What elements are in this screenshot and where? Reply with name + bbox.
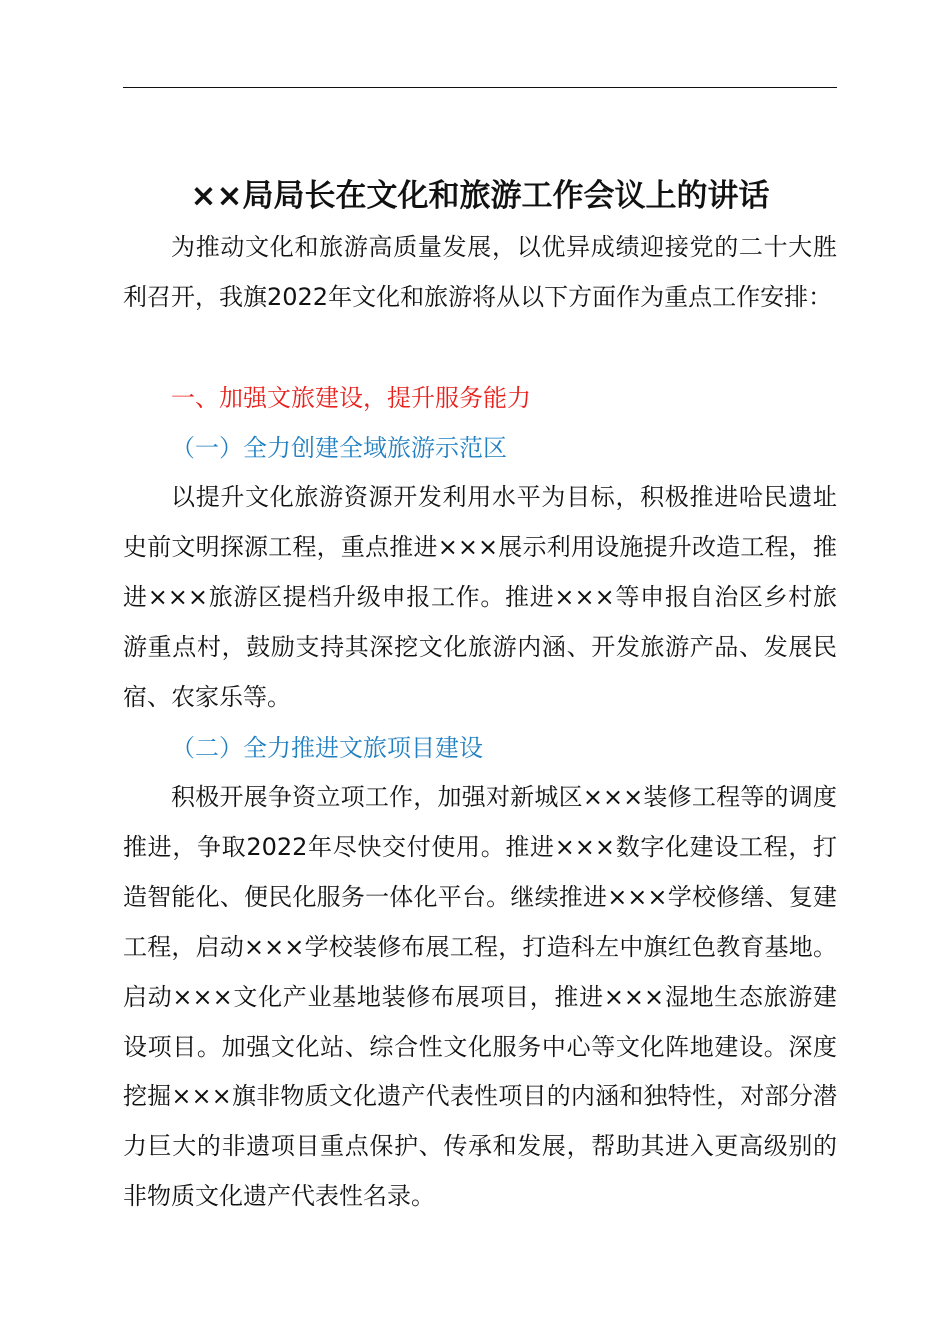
subsection-1-paragraph: 以提升文化旅游资源开发利用水平为目标，积极推进哈民遗址史前文明探源工程，重点推进×××展示利用设施提升改造工程，推进×××旅游区提档升级申报工作。推进×××等申报自治区乡村旅游重点村，鼓励支持其深挖文化旅游内涵、开发旅游产品、发展民宿、农家乐等。 <box>123 483 837 711</box>
document-title: ××局局长在文化和旅游工作会议上的讲话 <box>190 177 770 214</box>
subsection-heading-2: （二）全力推进文旅项目建设 <box>171 734 483 762</box>
header-rule <box>123 87 837 88</box>
section-heading: 一、加强文旅建设，提升服务能力 <box>171 384 531 412</box>
intro-paragraph: 为推动文化和旅游高质量发展，以优异成绩迎接党的二十大胜利召开，我旗2022年文化和旅游将从以下方面作为重点工作安排： <box>123 233 837 311</box>
subsection-heading-1: （一）全力创建全域旅游示范区 <box>171 434 507 462</box>
subsection-2-paragraph: 积极开展争资立项工作，加强对新城区×××装修工程等的调度推进，争取2022年尽快交付使用。推进×××数字化建设工程，打造智能化、便民化服务一体化平台。继续推进×××学校修缮、复建工程，启动×××学校装修布展工程，打造科左中旗红色教育基地。启动×××文化产业基地装修布展项目，推进×××湿地生态旅游建设项目。加强文化站、综合性文化服务中心等文化阵地建设。深度挖掘×××旗非物质文化遗产代表性项目的内涵和独特性，对部分潜力巨大的非遗项目重点保护、传承和发展，帮助其进入更高级别的非物质文化遗产代表性名录。 <box>123 783 837 1211</box>
